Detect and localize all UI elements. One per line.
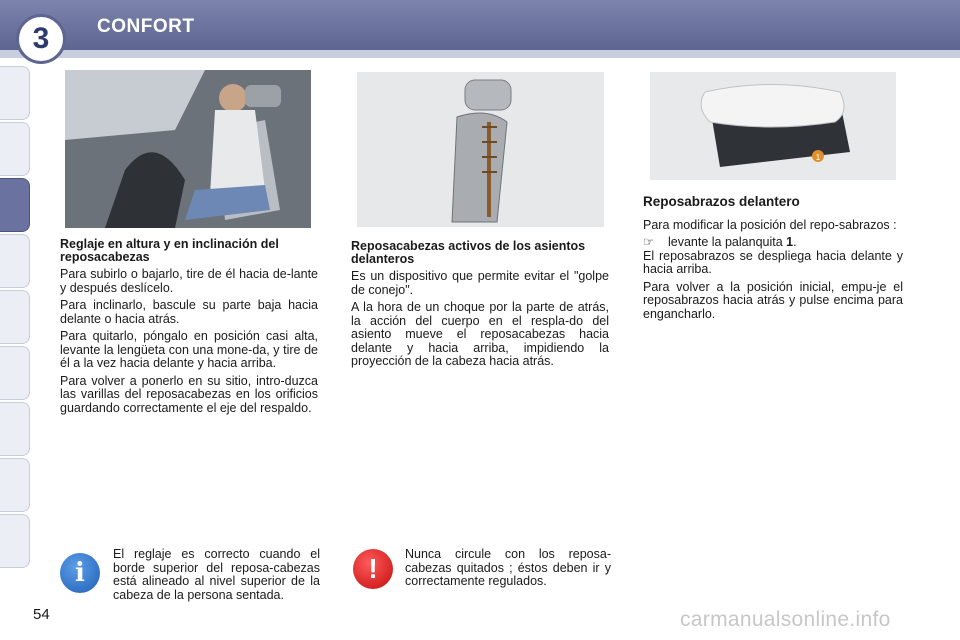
paragraph: Para volver a la posición inicial, empu-je el reposabrazos hacia atrás y pulse encima para engancharlo. xyxy=(643,279,903,321)
chapter-tab-9[interactable] xyxy=(0,514,30,568)
chapter-number: 3 xyxy=(32,22,50,55)
bullet-ref: 1 xyxy=(786,235,794,249)
chapter-tab-3[interactable] xyxy=(0,178,30,232)
warning-note: Nunca circule con los reposa-cabezas quitados ; éstos deben ir y correctamente regulados. xyxy=(405,547,611,588)
bullet-item xyxy=(643,236,903,250)
chapter-tab-2[interactable] xyxy=(0,122,30,176)
paragraph: Para volver a ponerlo en su sitio, intro-duzca las varillas del reposacabezas en los orificios guardando correctamente el eje del respaldo. xyxy=(60,373,318,415)
paragraph: Para modificar la posición del repo-sabrazos : xyxy=(643,217,897,232)
chapter-tab-1[interactable] xyxy=(0,66,30,120)
section-heading: Reposabrazos delantero xyxy=(643,194,800,209)
chapter-tab-7[interactable] xyxy=(0,402,30,456)
header-underline xyxy=(0,50,960,58)
warning-icon: ! xyxy=(353,549,393,589)
paragraph: El reposabrazos se despliega hacia delante y hacia arriba. xyxy=(643,248,903,276)
info-icon: i xyxy=(60,553,100,593)
headrest-adjust-section xyxy=(60,238,318,419)
paragraph: A la hora de un choque por la parte de atrás, la acción del cuerpo en el respla-do del asiento mueve el reposacabezas hacia delante y hacia arriba, impidiendo la proyección de la cabeza hacia atrás. xyxy=(351,300,609,368)
chapter-tab-6[interactable] xyxy=(0,346,30,400)
active-headrest-section xyxy=(351,240,609,373)
chapter-badge xyxy=(16,14,66,64)
page-title: CONFORT xyxy=(97,16,195,37)
chapter-tab-4[interactable] xyxy=(0,234,30,288)
paragraph: Para subirlo o bajarlo, tire de él hacia de-lante y después deslícelo. xyxy=(60,267,318,295)
armrest-lever-callout: 1 xyxy=(815,153,821,162)
paragraph: Para inclinarlo, bascule su parte baja hacia delante o hacia atrás. xyxy=(60,298,318,326)
armrest-section xyxy=(643,195,903,325)
paragraph: Para quitarlo, póngalo en posición casi alta, levante la lengüeta con una mone-da, y tire de él a la vez hacia delante y hacia arriba. xyxy=(60,329,318,370)
headrest-adjust-photo xyxy=(65,70,311,228)
active-headrest-photo xyxy=(357,72,604,227)
chapter-tab-5[interactable] xyxy=(0,290,30,344)
section-heading: Reglaje en altura y en inclinación del reposacabezas xyxy=(60,237,279,264)
pointing-hand-icon: ☞ xyxy=(643,235,655,249)
chapter-tabs xyxy=(0,66,34,576)
watermark: carmanualsonline.info xyxy=(680,608,891,631)
chapter-tab-8[interactable] xyxy=(0,458,30,512)
armrest-photo xyxy=(650,72,896,180)
page-number: 54 xyxy=(33,606,50,623)
paragraph: Es un dispositivo que permite evitar el "golpe de conejo". xyxy=(351,269,609,297)
info-note: El reglaje es correcto cuando el borde superior del reposa-cabezas está alineado al nivel superior de la cabeza de la persona sentada. xyxy=(113,547,320,602)
bullet-text: levante la palanquita 1. xyxy=(668,235,797,249)
section-heading: Reposacabezas activos de los asientos delanteros xyxy=(351,239,586,266)
